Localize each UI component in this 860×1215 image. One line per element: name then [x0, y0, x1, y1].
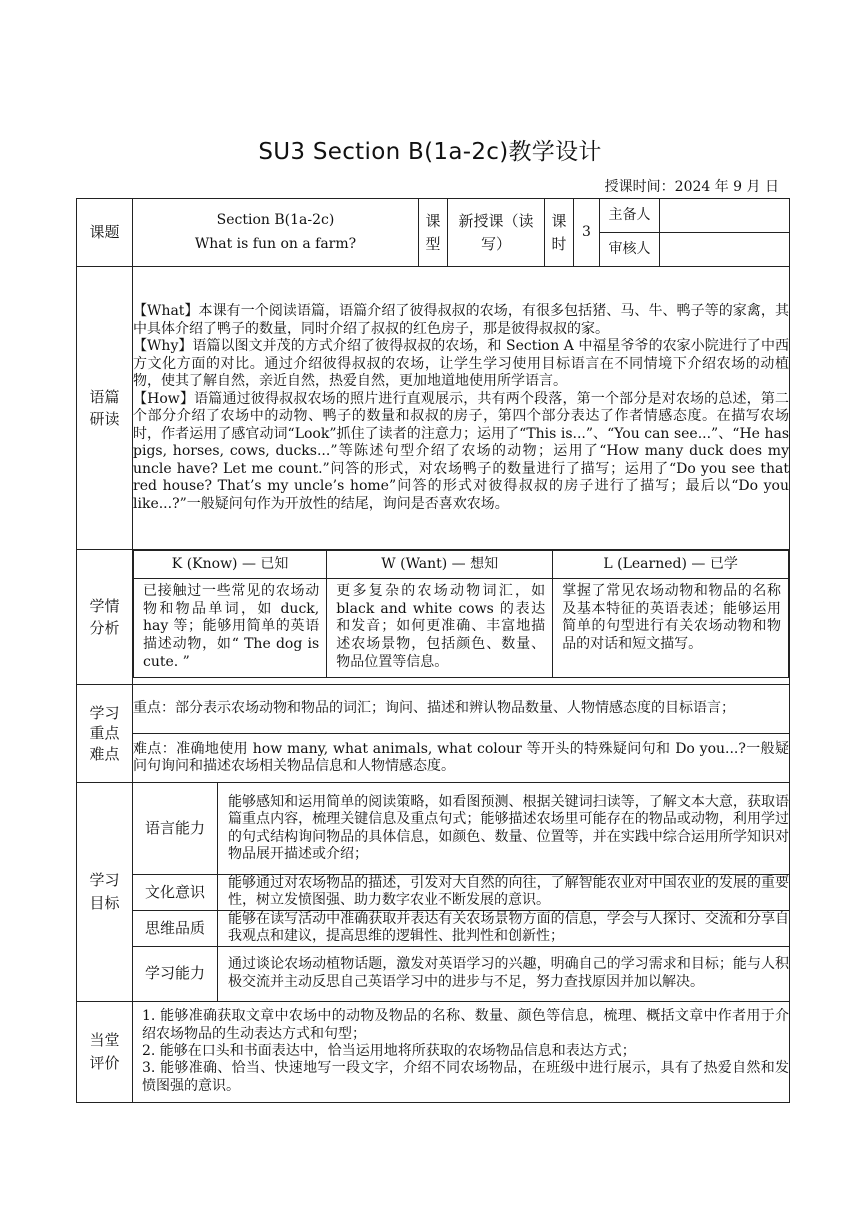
- reviewer-value[interactable]: [660, 233, 790, 267]
- text-analysis-content: [133, 267, 790, 550]
- kwl-want-body: 更多复杂的农场动物词汇，如 black and white cows 的表达和发音；如何更准确、丰富地描述农场景物，包括颜色、数量、物品位置等信息。: [327, 579, 553, 678]
- objective-text: 能够通过对农场物品的描述，引发对大自然的向往，了解智能农业对中国农业的发展的重要性，树立发愤图强、助力数字农业不断发展的意识。: [218, 875, 790, 911]
- hours-value: 3: [574, 199, 600, 267]
- objective-text: 通过谈论农场动植物话题，激发对英语学习的兴趣，明确自己的学习需求和目标；能与人积极交流并主动反思自己英语学习中的进步与不足，努力查找原因并加以解决。: [218, 946, 790, 1001]
- type-label: 课型: [419, 199, 448, 267]
- evaluation-item: 2. 能够在口头和书面表达中，恰当运用地将所获取的农场物品信息和表达方式；: [142, 1043, 636, 1060]
- kwl-learned-body: 掌握了常见农场动物和物品的名称及基本特征的英语表述；能够运用简单的句型进行有关农场动物和物品的对话和短文描写。: [553, 579, 789, 678]
- objectives-label: 学习目标: [77, 783, 133, 1002]
- text-analysis-why: 【Why】语篇以图文并茂的方式介绍了彼得叔叔的农场，和 Section A 中福星爷爷的农家小院进行了中西方文化方面的对比。通过介绍彼得叔叔的农场，让学生学习使用目标语言在不同情境下介绍农场的动植物，使其了解自然，亲近自然，热爱自然，更加地道地使用所学语言。: [133, 338, 789, 389]
- kwl-cell: [133, 550, 790, 685]
- key-points-label: 学习重点难点: [77, 685, 133, 783]
- evaluation-content: [133, 1001, 790, 1102]
- topic-line1: Section B(1a-2c): [216, 211, 335, 228]
- topic-label: 课题: [77, 199, 133, 267]
- reviewer-label: 审核人: [600, 233, 660, 267]
- preparer-label: 主备人: [600, 199, 660, 233]
- evaluation-item: 3. 能够准确、恰当、快速地写一段文字，介绍不同农场物品，在班级中进行展示，具有了热爱自然和发愤图强的意识。: [142, 1060, 789, 1094]
- objective-text: 能够感知和运用简单的阅读策略，如看图预测、根据关键词扫读等，了解文本大意，获取语篇重点内容，梳理关键信息及重点句式；能够描述农场里可能存在的物品或动物，利用学过的句式结构询问物品的具体信息，如颜色、数量、位置等，并在实践中综合运用所学知识对物品展开描述或介绍；: [218, 783, 790, 875]
- page-title: SU3 Section B(1a-2c)教学设计: [258, 139, 602, 165]
- objective-name: 文化意识: [133, 875, 218, 911]
- hours-label: 课时: [545, 199, 574, 267]
- learner-analysis-label: 学情分析: [77, 550, 133, 685]
- lesson-plan-table: [76, 198, 790, 1103]
- difficult-point-text: 难点：准确地使用 how many, what animals, what colour 等开头的特殊疑问句和 Do you...?一般疑问句询问和描述农场相关物品信息和人物情感态度。: [133, 734, 790, 783]
- preparer-value[interactable]: [660, 199, 790, 233]
- type-value: 新授课（读写）: [448, 199, 545, 267]
- objective-name: 思维品质: [133, 910, 218, 946]
- text-analysis-label: 语篇研读: [77, 267, 133, 550]
- key-point-text: 重点：部分表示农场动物和物品的词汇；询问、描述和辨认物品数量、人物情感态度的目标语言；: [133, 685, 790, 734]
- lesson-date: 授课时间：2024 年 9 月 日: [604, 179, 779, 195]
- topic-cell: [133, 199, 419, 267]
- topic-line2: What is fun on a farm?: [194, 235, 357, 252]
- objective-name: 学习能力: [133, 946, 218, 1001]
- kwl-want-header: W (Want) — 想知: [327, 551, 553, 579]
- kwl-know-header: K (Know) — 已知: [134, 551, 327, 579]
- text-analysis-what: 【What】本课有一个阅读语篇，语篇介绍了彼得叔叔的农场，有很多包括猪、马、牛、鸭子等的家禽，其中具体介绍了鸭子的数量，同时介绍了叔叔的红色房子，那是彼得叔叔的家。: [133, 303, 789, 337]
- kwl-learned-header: L (Learned) — 已学: [553, 551, 789, 579]
- evaluation-item: 1. 能够准确获取文章中农场中的动物及物品的名称、数量、颜色等信息，梳理、概括文章中作者用于介绍农场物品的生动表达方式和句型；: [142, 1008, 789, 1042]
- kwl-table: [133, 550, 789, 678]
- text-analysis-how: 【How】语篇通过彼得叔叔农场的照片进行直观展示，共有两个段落，第一个部分是对农场的总述，第二个部分介绍了农场中的动物、鸭子的数量和叔叔的房子，第四个部分表达了作者情感态度。在描写农场时，作者运用了感官动词“Look”抓住了读者的注意力；运用了“This is...”、“You can see...”、“He has pigs, horses, cows, ducks...”等陈述句型介绍了农场的动物；运用了“How many duck does my uncle have? Let me count.”问答的形式，对农场鸭子的数量进行了描写；运用了“Do you see that red house? That’s my uncle’s home”问答的形式对彼得叔叔的房子进行了描写；最后以“Do you like...?”一般疑问句作为开放性的结尾，询问是否喜欢农场。: [133, 390, 789, 512]
- evaluation-label: 当堂评价: [77, 1001, 133, 1102]
- objective-text: 能够在读写活动中准确获取并表达有关农场景物方面的信息，学会与人探讨、交流和分享自我观点和建议，提高思维的逻辑性、批判性和创新性；: [218, 910, 790, 946]
- objective-name: 语言能力: [133, 783, 218, 875]
- kwl-know-body: 已接触过一些常见的农场动物和物品单词，如 duck, hay 等；能够用简单的英语描述动物，如“ The dog is cute. ”: [134, 579, 327, 678]
